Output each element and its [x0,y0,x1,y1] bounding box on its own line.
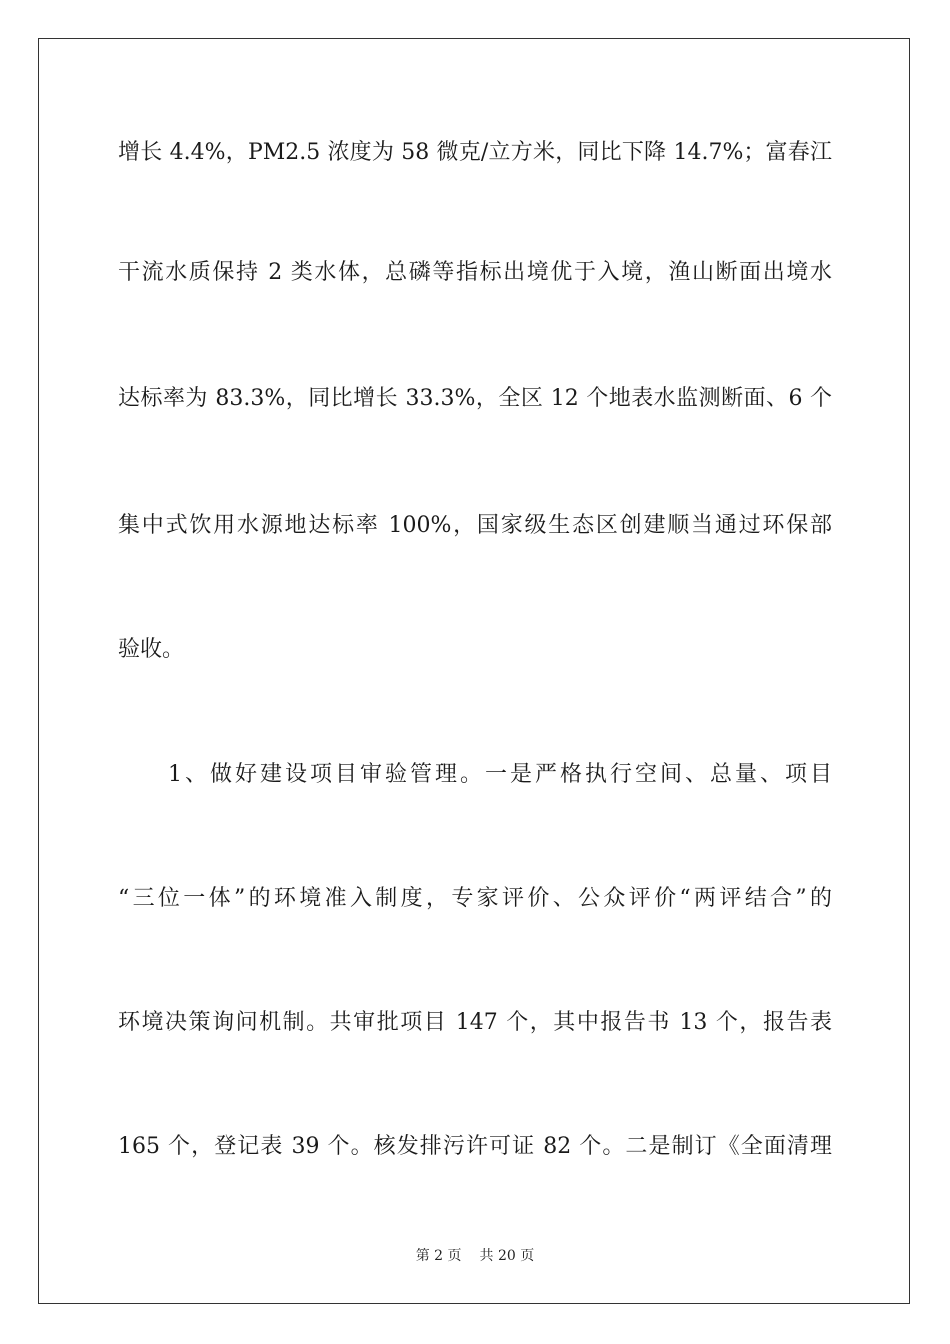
text-line-9: 165 个，登记表 39 个。核发排污许可证 82 个。二是制订《全面清理 [118,1134,832,1159]
text-line-4: 集中式饮用水源地达标率 100%，国家级生态区创建顺当通过环保部 [118,513,832,538]
page-total: 共 20 页 [479,1248,535,1264]
page-number: 第 2 页 [415,1248,462,1264]
text-line-7: “三位一体”的环境准入制度，专家评价、公众评价“两评结合”的 [118,886,832,911]
text-line-5: 验收。 [118,637,185,662]
text-line-3: 达标率为 83.3%，同比增长 33.3%，全区 12 个地表水监测断面、6 个 [118,386,832,411]
page-footer [0,1245,950,1265]
text-line-2: 干流水质保持 2 类水体，总磷等指标出境优于入境，渔山断面出境水 [118,260,832,285]
text-line-1: 增长 4.4%，PM2.5 浓度为 58 微克/立方米，同比下降 14.7%；富春江 [118,140,832,165]
text-line-6: 1、做好建设项目审验管理。一是严格执行空间、总量、项目 [118,762,832,787]
page-border [38,38,910,1304]
text-line-8: 环境决策询问机制。共审批项目 147 个，其中报告书 13 个，报告表 [118,1010,832,1035]
